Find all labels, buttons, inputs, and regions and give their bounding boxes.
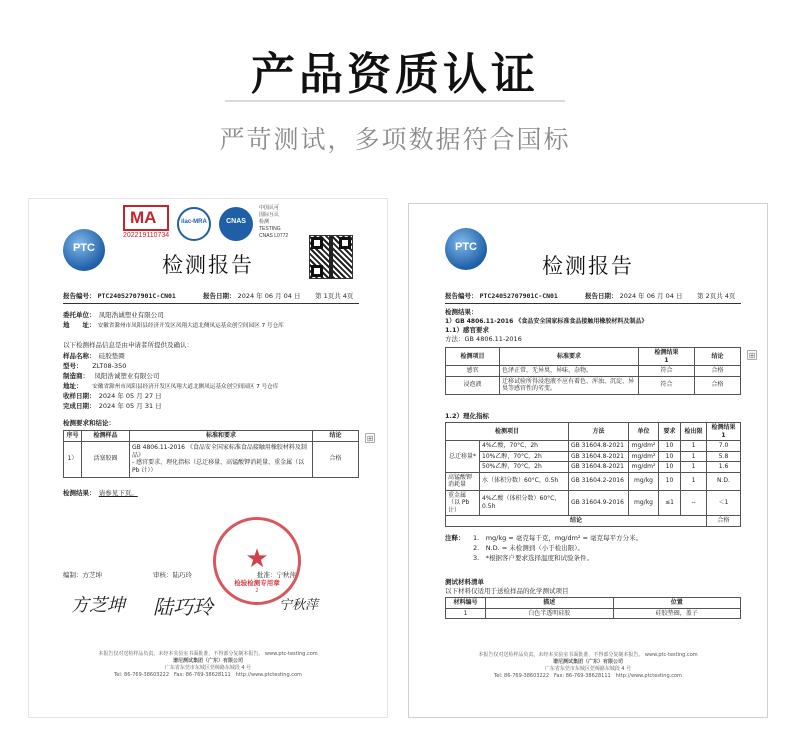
maker-address-row: 地址： 安徽省滁州市凤阳县经济开发区凤翔大道北侧凤运基众创空间园区 7 号仓库 (63, 382, 279, 390)
subsection-heading: 1.1）感官要求 (445, 326, 490, 334)
divider (63, 303, 359, 304)
materials-table (445, 597, 741, 619)
zoom-table-icon[interactable]: ⊞ (366, 434, 374, 443)
table-row: 总迁移量* 4%乙酸，70°C，2h GB 31604.8-2021 mg/dm² 10 1 7.0 (446, 441, 741, 452)
subsection-heading: 1.2）理化指标 (445, 412, 490, 420)
cnas-text: 中国认可 国际互认 检测 TESTING CNAS L0772 (259, 205, 289, 239)
official-seal: ★ 检验检测专用章 2 (213, 517, 301, 605)
materials-label: 测试材料清单 (445, 578, 484, 586)
note-2: 2. N.D. = 未检测到（小于检出限）。 (473, 544, 585, 552)
table-row: 重金属（以 Pb 计） 4%乙酸（体积分数）60°C，0.5h GB 31604.9-2016 mg/kg ≤1 -- ＜1 (446, 490, 741, 516)
table-row: 浸泡液 迁移试验所得浸泡液不应有着色、浑浊、沉淀、异臭等感官性的劣变。 符合 合格 (446, 376, 741, 394)
table-header-row: 材料编号 描述 位置 (446, 598, 741, 609)
ptc-logo: PTC (63, 229, 105, 271)
summary-table (63, 430, 359, 478)
report-number: 报告编号： PTC24052707901C-CN01 (445, 292, 558, 300)
notes-label: 注释： (445, 534, 465, 542)
note-1: 1. mg/kg = 毫克每千克，mg/dm² = 毫克每平方分米。 (473, 534, 643, 542)
results-label: 检测结果： (445, 308, 478, 316)
zoom-table-icon[interactable]: ⊞ (748, 351, 756, 360)
received-row: 收样日期： 2024 年 05 月 27 日 (63, 392, 162, 400)
report-date: 报告日期： 2024 年 06 月 04 日 (585, 292, 683, 300)
result-row: 检测结果： 请参见下页。 (63, 489, 138, 497)
page-title: 产品资质认证 (251, 49, 539, 100)
sensory-table (445, 347, 741, 395)
model-row: 型号： ZLT08-350 (63, 362, 127, 370)
table-header-row: 检测项目 标准要求 检测结果 1 结论 (446, 348, 741, 366)
method-text: 方法：GB 4806.11-2016 (445, 335, 522, 343)
report-title: 检测报告 (542, 254, 634, 278)
page-indicator: 第 1页共 4页 (315, 292, 354, 300)
section-heading: 1）GB 4806.11-2016 《食品安全国家标准食品接触用橡胶材料及制品》 (445, 318, 648, 325)
table-row: 1） 活塞胶圈 GB 4806.11-2016 《食品安全国家标准食品接触用橡胶材料及制品》 - 感官要求、理化指标（总迁移量、高锰酸钾消耗量、重金属（以 Pb 计）） 合格 (64, 441, 359, 477)
materials-note: 以下材料仅适用于送检样品的化学测试项目 (445, 587, 569, 595)
divider (445, 303, 741, 304)
signature-approver: 宁秋萍 (279, 598, 319, 613)
report-footer: 本报告仅对送检样品负责。未经本实验室书面批准，不得部分复制本报告。 www.ptc-testing.com 谱尼测试集团（广东）有限公司 广东省东莞市东城区莞樟路东城段 4 号 Tel: 86-769-38603222 Fax: 86-769-38628111 http://www.ptctesting.com (98, 651, 318, 678)
compiler-label: 编制：方芝坤 (63, 571, 102, 579)
ilac-mra-icon: ilac-MRA (177, 207, 211, 241)
completed-row: 完成日期： 2024 年 05 月 31 日 (63, 402, 162, 410)
note-3: 3. *根据客户要求选择温度和试验条件。 (473, 554, 593, 562)
table-row: 50%乙醇，70°C，2h GB 31604.8-2021 mg/dm² 10 1 1.6 (446, 462, 741, 473)
report-footer: 本报告仅对送检样品负责。未经本实验室书面批准，不得部分复制本报告。 www.ptc-testing.com 谱尼测试集团（广东）有限公司 广东省东莞市东城区莞樟路东城段 4 号 Tel: 86-769-38603222 Fax: 86-769-38628111 http://www.ptctesting.com (478, 652, 698, 679)
sample-name-row: 样品名称： 硅胶垫圈 (63, 352, 125, 360)
report-number: 报告编号： PTC24052707901C-CN01 (63, 292, 176, 300)
page-indicator: 第 2页共 4页 (697, 292, 736, 300)
table-row: 1 白色半透明硅胶 硅胶垫圈，盖子 (446, 608, 741, 619)
reviewer-label: 审核：陆巧玲 (153, 571, 192, 579)
page-subtitle: 严苛测试，多项数据符合国标 (219, 125, 571, 154)
signature-reviewer: 陆巧玲 (153, 595, 213, 619)
title-divider (225, 100, 565, 102)
cma-badge: MA 202219110734 (123, 205, 169, 239)
address-row: 地 址： 安徽省滁州市凤阳县经济开发区凤翔大道北侧凤运基众创空间园区 7 号仓库 (63, 321, 284, 329)
table-row: 10%乙醇，70°C，2h GB 31604.8-2021 mg/dm² 10 1 5.8 (446, 451, 741, 462)
maker-row: 制造商： 凤阳浩诚塑业有限公司 (63, 372, 160, 380)
report-title: 检测报告 (162, 253, 254, 277)
sample-note: 以下检测样品信息是由申请者所提供及确认： (63, 341, 193, 349)
summary-label: 检测要求和结论： (63, 419, 115, 427)
report-page-2[interactable] (408, 203, 768, 718)
physicochemical-table (445, 422, 741, 527)
cnas-icon: CNAS (219, 207, 253, 241)
table-header-row: 序号 检测样品 标准和要求 结论 (64, 431, 359, 442)
client-row: 委托单位： 凤阳浩诚塑业有限公司 (63, 311, 164, 319)
table-row: 高锰酸钾消耗量 水（体积分数）60°C，0.5h GB 31604.2-2016 mg/kg 10 1 N.D. (446, 472, 741, 490)
report-date: 报告日期： 2024 年 06 月 04 日 (203, 292, 301, 300)
approver-label: 批准：宁秋萍 (257, 571, 296, 579)
table-row: 结论 合格 (446, 516, 741, 527)
signature-compiler: 方芝坤 (71, 595, 125, 616)
report-page-1[interactable] (28, 198, 388, 718)
table-row: 感官 色泽正常，无异臭、异味、杂物。 符合 合格 (446, 366, 741, 377)
ptc-logo: PTC (445, 228, 487, 270)
table-header-row: 检测项目 方法 单位 要求 检出限 检测结果 1 (446, 423, 741, 441)
